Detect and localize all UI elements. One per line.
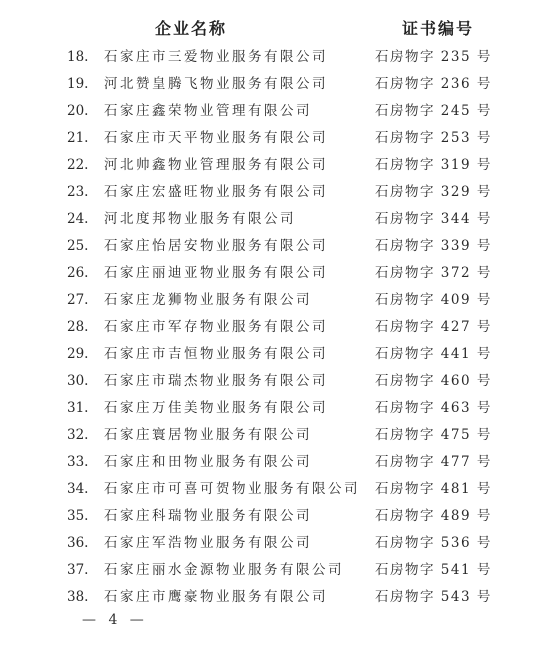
company-name: 石家庄市鹰豪物业服务有限公司 [104,589,328,605]
company-name: 石家庄市三爱物业服务有限公司 [104,49,328,65]
row-number: 29. [67,346,89,362]
table-row [0,125,550,152]
header-certificate-number: 证书编号 [402,19,475,38]
table-row [0,503,550,530]
certificate-number: 石房物字 329 号 [375,184,492,200]
certificate-number: 石房物字 319 号 [375,157,492,173]
company-name: 石家庄科瑞物业服务有限公司 [104,508,312,524]
table-row [0,98,550,125]
row-number: 30. [67,373,89,389]
row-number: 20. [67,103,89,119]
company-name: 石家庄市瑞杰物业服务有限公司 [104,373,328,389]
company-name: 石家庄和田物业服务有限公司 [104,454,312,470]
row-number: 38. [67,589,89,605]
page-number: — 4 — [82,612,148,628]
company-name: 石家庄宏盛旺物业服务有限公司 [104,184,328,200]
company-name: 石家庄军浩物业服务有限公司 [104,535,312,551]
row-number: 21. [67,130,89,146]
row-number: 19. [67,76,89,92]
row-number: 37. [67,562,89,578]
certificate-number: 石房物字 409 号 [375,292,492,308]
certificate-number: 石房物字 245 号 [375,103,492,119]
certificate-number: 石房物字 489 号 [375,508,492,524]
company-name: 石家庄丽迪亚物业服务有限公司 [104,265,328,281]
table-row [0,530,550,557]
certificate-number: 石房物字 344 号 [375,211,492,227]
table-row [0,260,550,287]
row-number: 28. [67,319,89,335]
row-number: 22. [67,157,89,173]
company-name: 石家庄丽水金源物业服务有限公司 [104,562,344,578]
certificate-number: 石房物字 339 号 [375,238,492,254]
table-row [0,395,550,422]
row-number: 33. [67,454,89,470]
table-row [0,341,550,368]
table-row [0,206,550,233]
certificate-number: 石房物字 475 号 [375,427,492,443]
certificate-number: 石房物字 236 号 [375,76,492,92]
certificate-number: 石房物字 543 号 [375,589,492,605]
company-name: 石家庄市天平物业服务有限公司 [104,130,328,146]
table-row [0,368,550,395]
table-row [0,449,550,476]
row-number: 31. [67,400,89,416]
company-name: 河北赞皇腾飞物业服务有限公司 [104,76,328,92]
table-row [0,71,550,98]
row-number: 26. [67,265,89,281]
certificate-number: 石房物字 463 号 [375,400,492,416]
certificate-number: 石房物字 235 号 [375,49,492,65]
certificate-number: 石房物字 477 号 [375,454,492,470]
header-company-name: 企业名称 [155,19,228,38]
company-name: 河北度邦物业服务有限公司 [104,211,296,227]
row-number: 27. [67,292,89,308]
company-name: 石家庄怡居安物业服务有限公司 [104,238,328,254]
table-row [0,476,550,503]
table-row [0,44,550,71]
table-header [0,16,550,42]
company-name: 石家庄市可喜可贺物业服务有限公司 [104,481,360,497]
certificate-number: 石房物字 372 号 [375,265,492,281]
company-list [0,44,550,611]
row-number: 25. [67,238,89,254]
row-number: 36. [67,535,89,551]
certificate-number: 石房物字 536 号 [375,535,492,551]
table-row [0,422,550,449]
row-number: 35. [67,508,89,524]
certificate-number: 石房物字 253 号 [375,130,492,146]
row-number: 32. [67,427,89,443]
table-row [0,557,550,584]
company-name: 石家庄万佳美物业服务有限公司 [104,400,328,416]
company-name: 石家庄寰居物业服务有限公司 [104,427,312,443]
company-name: 石家庄市吉恒物业服务有限公司 [104,346,328,362]
row-number: 18. [67,49,89,65]
table-row [0,152,550,179]
table-row [0,584,550,611]
certificate-number: 石房物字 541 号 [375,562,492,578]
certificate-number: 石房物字 441 号 [375,346,492,362]
certificate-number: 石房物字 427 号 [375,319,492,335]
table-row [0,314,550,341]
row-number: 23. [67,184,89,200]
row-number: 34. [67,481,89,497]
table-row [0,179,550,206]
certificate-number: 石房物字 460 号 [375,373,492,389]
company-name: 石家庄龙狮物业服务有限公司 [104,292,312,308]
table-row [0,287,550,314]
company-name: 石家庄市军存物业服务有限公司 [104,319,328,335]
row-number: 24. [67,211,89,227]
company-name: 河北帅鑫物业管理服务有限公司 [104,157,328,173]
certificate-number: 石房物字 481 号 [375,481,492,497]
table-row [0,233,550,260]
company-name: 石家庄鑫荣物业管理有限公司 [104,103,312,119]
